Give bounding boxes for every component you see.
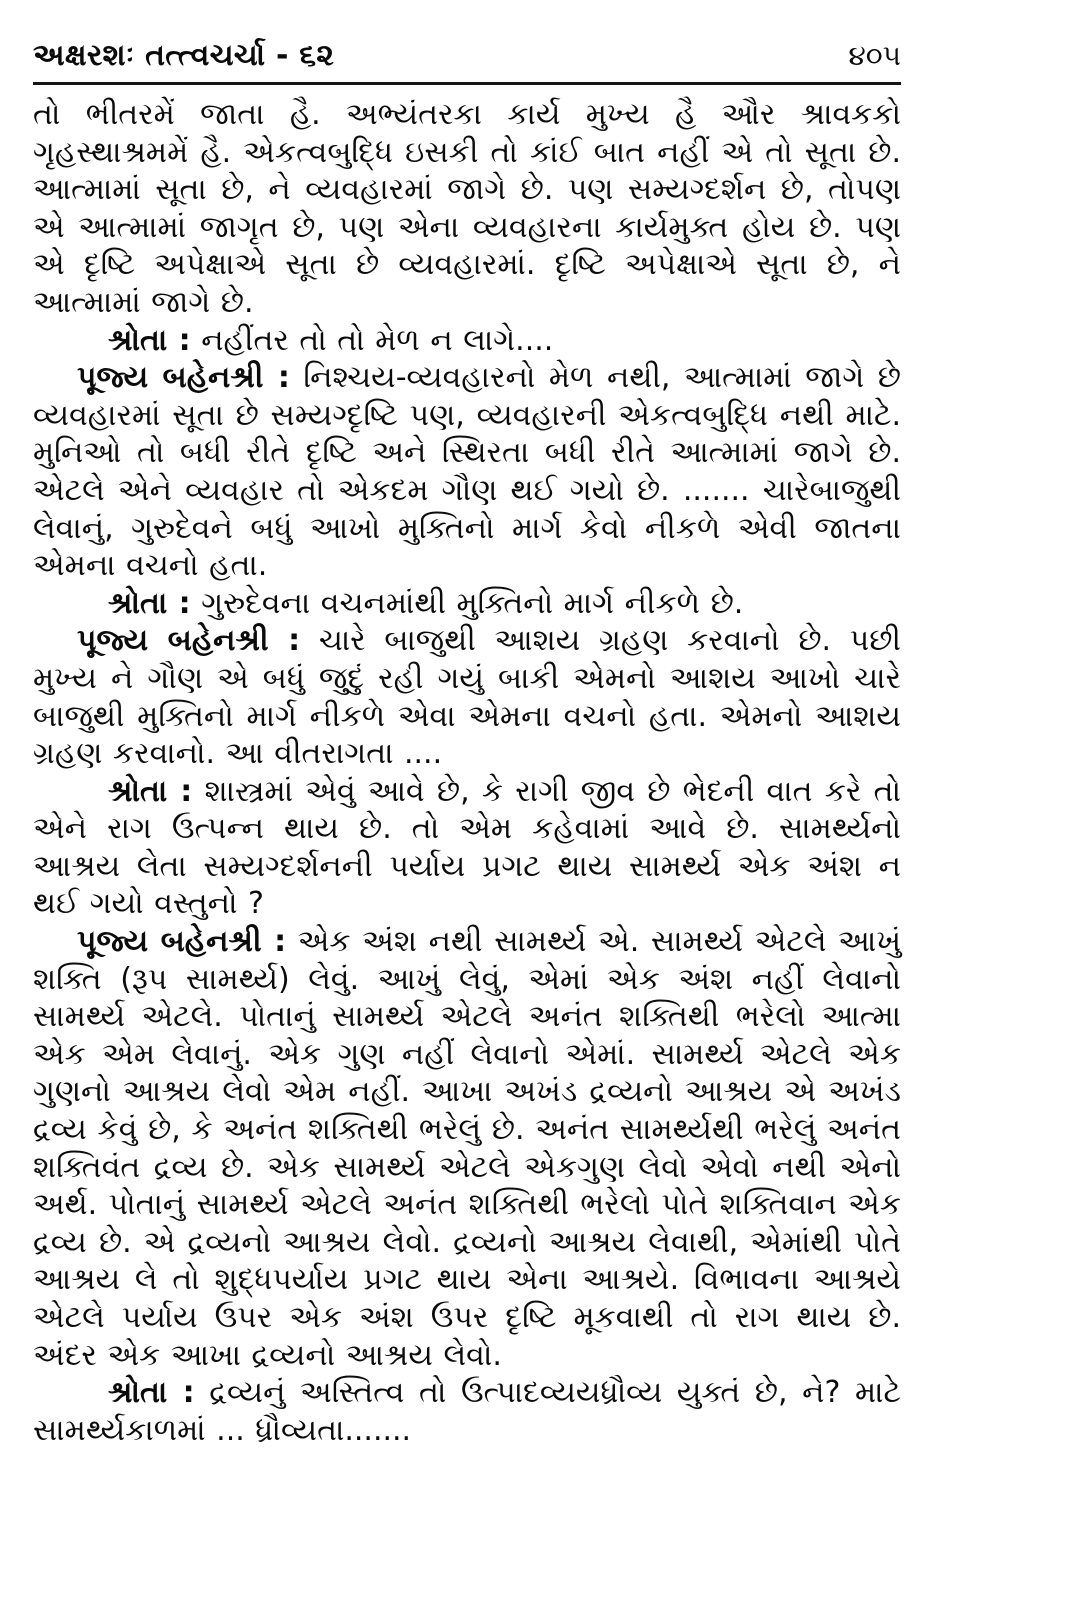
speaker-label: શ્રોતા : bbox=[108, 1375, 195, 1411]
paragraph bbox=[33, 585, 901, 623]
paragraph-text: દ્રવ્યનું અસ્તિત્વ તો ઉત્પાદવ્યયધ્રૌવ્ય યુક્તં છે, ને? માટે સામર્થ્યકાળમાં ... ધ્રૌવ્યતા....... bbox=[33, 1375, 901, 1448]
paragraph-text: શાસ્ત્રમાં એવું આવે છે, કે રાગી જીવ છે ભેદની વાત કરે તો એને રાગ ઉત્પન્ન થાય છે. તો એમ કહેવામાં આવે છે. સામર્થ્યનો આશ્રય લેતા સમ્યગ્દર્શનની પર્યાય પ્રગટ થાય સામર્થ્ય એક અંશ ન થઈ ગયો વસ્તુનો ? bbox=[33, 773, 901, 922]
speaker-label: પૂજ્ય બહેનશ્રી : bbox=[77, 360, 290, 396]
page-number: ૪૦૫ bbox=[848, 39, 901, 72]
page-header bbox=[33, 38, 901, 73]
paragraph-text: ચારે બાજુથી આશય ગ્રહણ કરવાનો છે. પછી મુખ્ય ને ગૌણ એ બધું જુદું રહી ગયું બાકી એમનો આશય આખો ચારે બાજુથી મુક્તિનો માર્ગ નીકળે એવા એમના વચનો હતા. એમનો આશય ગ્રહણ કરવાનો. આ વીતરાગતા .... bbox=[33, 623, 901, 772]
paragraph-text: તો ભીતરમેં જાતા હૈ. અભ્યંતરકા કાર્ય મુખ્ય હૈ ઔર શ્રાવકકો ગૃહસ્થાશ્રમમેં હૈ. એકત્વબુદ્ધિ ઇસકી તો કાંઈ બાત નહીં એ તો સૂતા છે. આત્મામાં સૂતા છે, ને વ્યવહારમાં જાગે છે. પણ સમ્યગ્દર્શન છે, તોપણ એ આત્મામાં જાગૃત છે, પણ એના વ્યવહારના કાર્યમુક્ત હોય છે. પણ એ દૃષ્ટિ અપેક્ષાએ સૂતા છે વ્યવહારમાં. દૃષ્ટિ અપેક્ષાએ સૂતા છે, ને આત્મામાં જાગે છે. bbox=[33, 97, 901, 320]
header-rule bbox=[33, 82, 901, 85]
paragraph bbox=[33, 773, 901, 923]
paragraph bbox=[33, 96, 901, 322]
page-content bbox=[33, 38, 901, 1449]
speaker-label: શ્રોતા : bbox=[108, 773, 193, 809]
paragraph bbox=[33, 622, 901, 772]
paragraph bbox=[33, 923, 901, 1374]
paragraph-text: ગુરુદેવના વચનમાંથી મુક્તિનો માર્ગ નીકળે છે. bbox=[201, 585, 744, 621]
paragraph-text: નહીંતર તો તો મેળ ન લાગે.... bbox=[201, 322, 554, 358]
page-title: અક્ષરશઃ તત્ત્વચર્ચા - ૬૨ bbox=[33, 38, 335, 73]
speaker-label: શ્રોતા : bbox=[108, 322, 191, 358]
speaker-label: પૂજ્ય બહેનશ્રી : bbox=[77, 924, 287, 960]
speaker-label: શ્રોતા : bbox=[108, 585, 191, 621]
paragraph bbox=[33, 359, 901, 585]
paragraph bbox=[33, 1374, 901, 1449]
paragraph-text: એક અંશ નથી સામર્થ્ય એ. સામર્થ્ય એટલે આખું શક્તિ (રૂપ સામર્થ્ય) લેવું. આખું લેવું, એમાં એક અંશ નહીં લેવાનો સામર્થ્ય એટલે. પોતાનું સામર્થ્ય એટલે અનંત શક્તિથી ભરેલો આત્મા એક એમ લેવાનું. એક ગુણ નહીં લેવાનો એમાં. સામર્થ્ય એટલે એક ગુણનો આશ્રય લેવો એમ નહીં. આખા અખંડ દ્રવ્યનો આશ્રય એ અખંડ દ્રવ્ય કેવું છે, કે અનંત શક્તિથી ભરેલું છે. અનંત સામર્થ્યથી ભરેલું અનંત શક્તિવંત દ્રવ્ય છે. એક સામર્થ્ય એટલે એકગુણ લેવો એવો નથી એનો અર્થ. પોતાનું સામર્થ્ય એટલે અનંત શક્તિથી ભરેલો પોતે શક્તિવાન એક દ્રવ્ય છે. એ દ્રવ્યનો આશ્રય લેવો. દ્રવ્યનો આશ્રય લેવાથી, એમાંથી પોતે આશ્રય લે તો શુદ્ધપર્યાય પ્રગટ થાય એના આશ્રયે. વિભાવના આશ્રયે એટલે પર્યાય ઉપર એક અંશ ઉપર દૃષ્ટિ મૂકવાથી તો રાગ થાય છે. અંદર એક આખા દ્રવ્યનો આશ્રય લેવો. bbox=[33, 924, 901, 1373]
paragraph bbox=[33, 322, 901, 360]
speaker-label: પૂજ્ય બહેનશ્રી : bbox=[77, 623, 301, 659]
paragraph-text: નિશ્ચય-વ્યવહારનો મેળ નથી, આત્મામાં જાગે છે વ્યવહારમાં સૂતા છે સમ્યગ્દૃષ્ટિ પણ, વ્યવહારની એકત્વબુદ્ધિ નથી માટે. મુનિઓ તો બધી રીતે દૃષ્ટિ અને સ્થિરતા બધી રીતે આત્મામાં જાગે છે. એટલે એને વ્યવહાર તો એકદમ ગૌણ થઈ ગયો છે. ....... ચારેબાજુથી લેવાનું, ગુરુદેવને બધું આખો મુક્તિનો માર્ગ કેવો નીકળે એવી જાતના એમના વચનો હતા. bbox=[33, 360, 901, 584]
document-body bbox=[33, 96, 901, 1449]
